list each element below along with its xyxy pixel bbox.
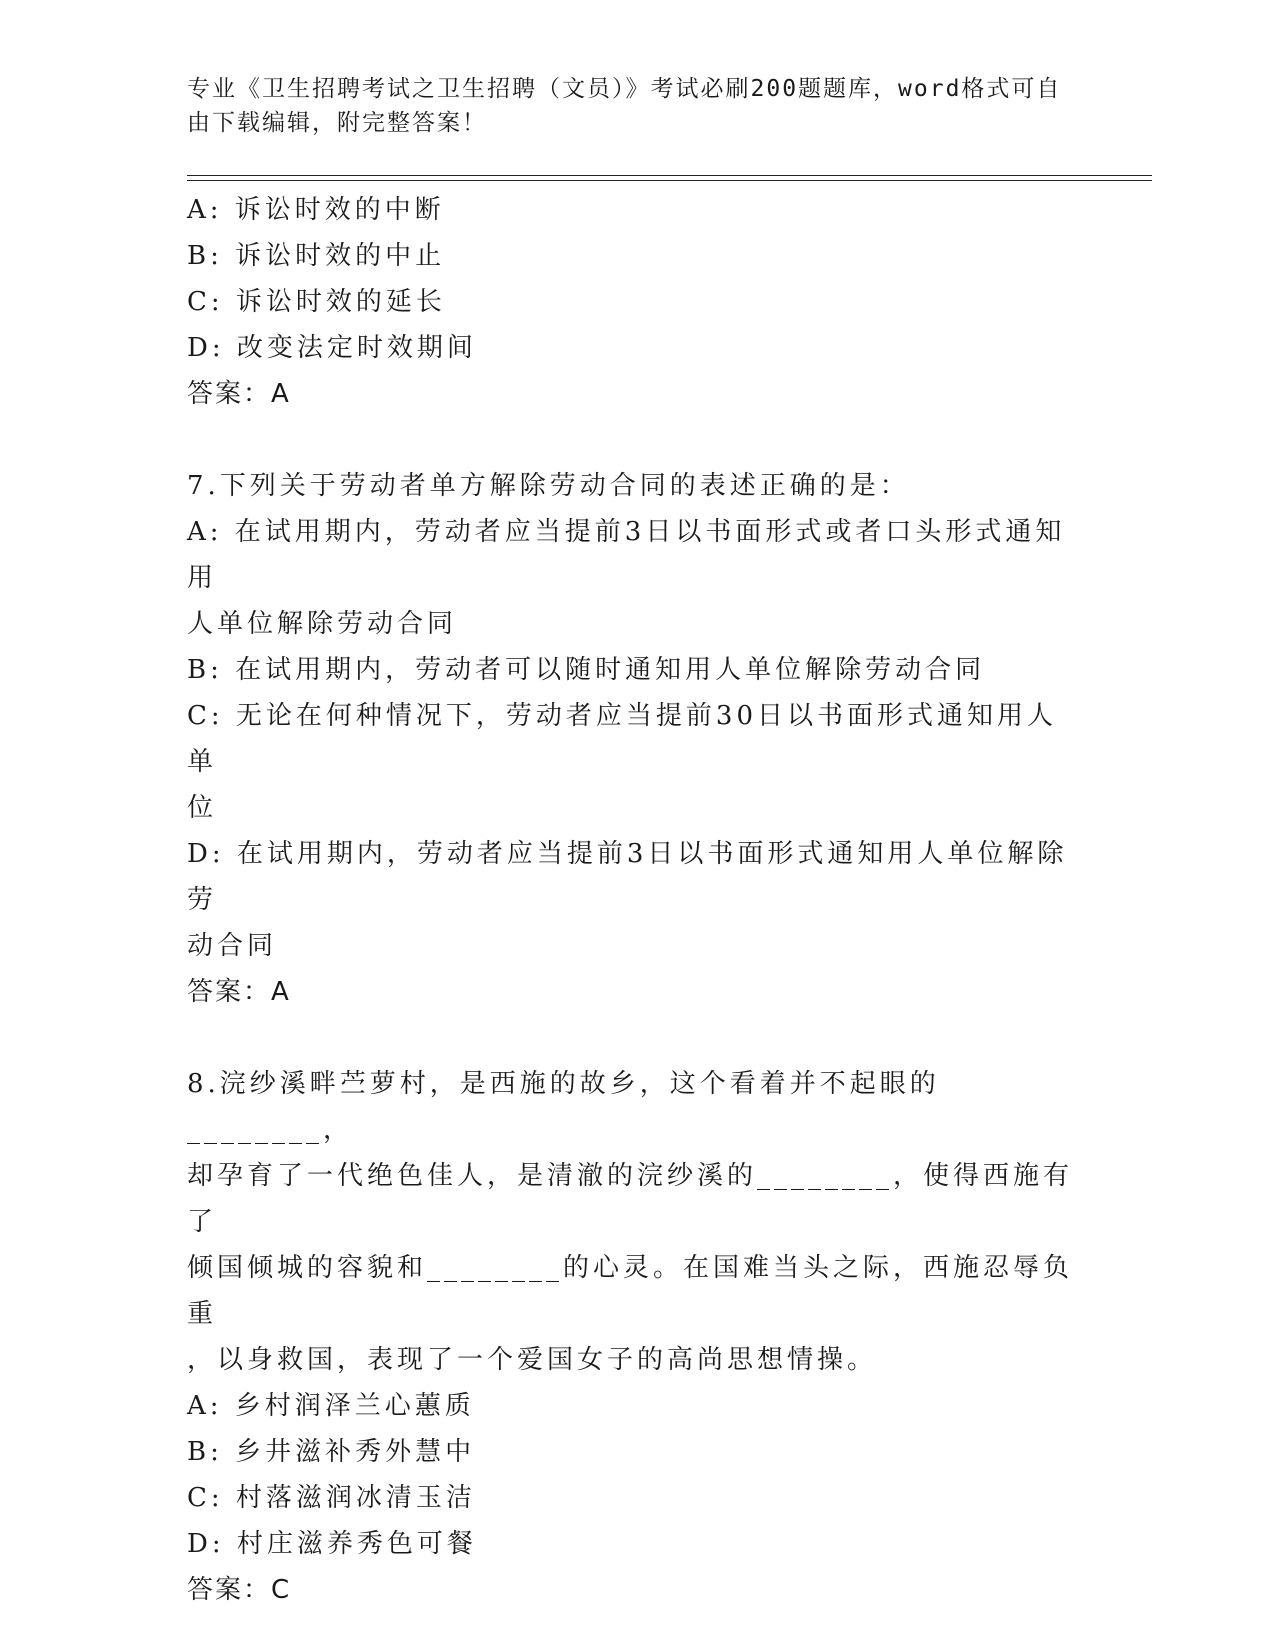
q7-option-d-line1: D: 在试用期内，劳动者应当提前3日以书面形式通知用人单位解除劳 xyxy=(187,839,1068,915)
q7-option-a-line1: A: 在试用期内，劳动者应当提前3日以书面形式或者口头形式通知用 xyxy=(187,517,1066,593)
q6-option-b: B: 诉讼时效的中止 xyxy=(187,241,446,271)
document-header xyxy=(187,72,1067,140)
q7-answer: 答案：A xyxy=(187,977,291,1007)
q6-option-c: C: 诉讼时效的延长 xyxy=(187,287,446,317)
q8-option-c: C: 村落滋润冰清玉洁 xyxy=(187,1483,476,1513)
header-divider-top xyxy=(187,175,1152,176)
q7-option-c-line1: C: 无论在何种情况下，劳动者应当提前30日以书面形式通知用人单 xyxy=(187,701,1058,777)
q6-option-d: D: 改变法定时效期间 xyxy=(187,333,477,363)
q8-question-line1: 8.浣纱溪畔苎萝村，是西施的故乡，这个看着并不起眼的________， xyxy=(187,1069,940,1145)
q8-option-a: A: 乡村润泽兰心蕙质 xyxy=(187,1391,475,1421)
q8-option-d: D: 村庄滋养秀色可餐 xyxy=(187,1529,477,1559)
q7-option-b: B: 在试用期内，劳动者可以随时通知用人单位解除劳动合同 xyxy=(187,655,986,685)
spacer xyxy=(187,417,1077,463)
q7-option-c-line2: 位 xyxy=(187,793,218,823)
q7-question: 7.下列关于劳动者单方解除劳动合同的表述正确的是： xyxy=(187,471,910,501)
header-line-2: 由下载编辑，附完整答案！ xyxy=(187,110,487,136)
q6-option-a: A: 诉讼时效的中断 xyxy=(187,195,445,225)
q8-option-b: B: 乡井滋补秀外慧中 xyxy=(187,1437,476,1467)
header-line-1: 专业《卫生招聘考试之卫生招聘（文员）》考试必刷200题题库，word格式可自 xyxy=(187,76,1062,102)
header-divider-bottom xyxy=(187,180,1152,181)
q7-option-d-line2: 动合同 xyxy=(187,931,278,961)
question-list xyxy=(187,187,1077,1613)
q8-question-line4: ，以身救国，表现了一个爱国女子的高尚思想情操。 xyxy=(187,1345,878,1375)
q8-answer: 答案：C xyxy=(187,1575,292,1605)
q8-question-line2: 却孕育了一代绝色佳人，是清澈的浣纱溪的________，使得西施有了 xyxy=(187,1161,1074,1237)
q8-question-line3: 倾国倾城的容貌和________的心灵。在国难当头之际，西施忍辱负重 xyxy=(187,1253,1074,1329)
q6-answer: 答案：A xyxy=(187,379,291,409)
q7-option-a-line2: 人单位解除劳动合同 xyxy=(187,609,458,639)
spacer xyxy=(187,1015,1077,1061)
